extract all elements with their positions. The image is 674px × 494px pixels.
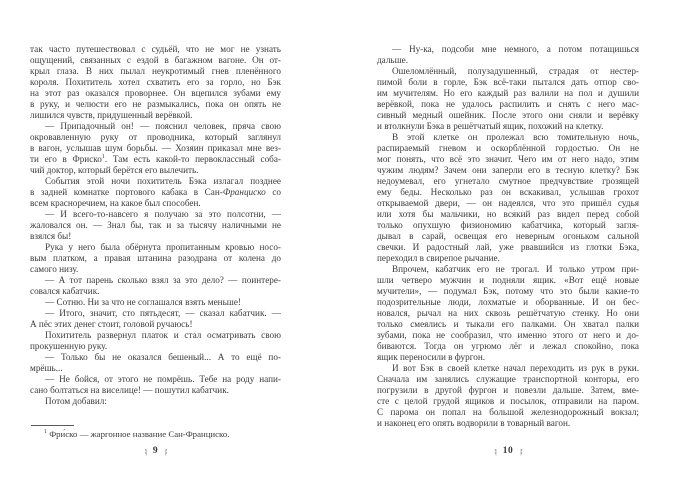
text-line bbox=[377, 88, 639, 99]
text-line bbox=[377, 352, 639, 363]
text-run: биваются. Тогда он угрюмо лёг и лежал спокойно, пока bbox=[377, 341, 639, 351]
text-run: крыл глаза. В них пылал неукротимый гнев пленённого bbox=[30, 66, 281, 76]
text-run: — Не бойся, от этого не помрёшь. Тебе на роду напи- bbox=[45, 374, 281, 384]
text-line bbox=[377, 396, 639, 407]
text-line bbox=[30, 154, 281, 165]
text-run: недоумевал, его угнетало смутное предчувствие грозящей bbox=[377, 176, 639, 186]
text-run: на этот раз оказался проворнее. Он вцепился зубами ему bbox=[30, 88, 281, 98]
text-line bbox=[377, 187, 639, 198]
footer-ornament-left-icon: ∶| bbox=[144, 446, 146, 456]
text-line bbox=[30, 77, 281, 88]
text-run: взялся бы! bbox=[30, 231, 72, 241]
text-run: в руку, и челюсти его не размыкались, пока он опять не bbox=[30, 99, 281, 109]
text-line bbox=[377, 308, 639, 319]
text-line bbox=[377, 198, 639, 209]
text-line bbox=[377, 418, 639, 429]
text-line bbox=[377, 132, 639, 143]
text-run: ти его в Фриско bbox=[30, 154, 102, 164]
text-run: в вагон, услышав шум борьбы. — Хозяин приказал мне вез- bbox=[30, 143, 281, 153]
text-run: переходил в свирепое рычание. bbox=[377, 253, 500, 263]
text-line bbox=[30, 55, 281, 66]
text-run: дальше. bbox=[377, 55, 409, 65]
text-line bbox=[30, 253, 281, 264]
text-run: сано болтаться на виселице! — пошутил кабатчик. bbox=[30, 385, 229, 395]
text-run: Впрочем, кабатчик его не трогал. И только утром при- bbox=[392, 264, 639, 274]
text-run: зубами, пока не сообразил, что именно этого от него и до- bbox=[377, 330, 639, 340]
text-run: лишился чувств, придушенный верёвкой. bbox=[30, 110, 193, 120]
text-run: Потом добавил: bbox=[45, 396, 107, 406]
text-run: так часто путешествовал с судьёй, что не мог не узнать bbox=[30, 44, 281, 54]
text-run: свечки. И радостный лай, уже рвавшийся из глотки Бэка, bbox=[377, 242, 639, 252]
text-line bbox=[377, 176, 639, 187]
text-run: — Сотню. Ни за что не соглашался взять меньше! bbox=[45, 297, 241, 307]
text-line bbox=[30, 121, 281, 132]
footer-ornament-left-icon: ∶| bbox=[494, 446, 496, 456]
text-line bbox=[30, 44, 281, 55]
text-run: — И всего-то-навсего я получаю за это полсотни, — bbox=[45, 209, 281, 219]
text-run: и втолкнули Бэка в решётчатый ящик, похожий на клетку. bbox=[377, 121, 604, 131]
page-number-right: 10 bbox=[502, 446, 514, 456]
text-run: жаловался он. — Знал бы, так и за тысячу наличными не bbox=[30, 220, 281, 230]
text-run: Рука у него была обёрнута пропитанным кровью носо- bbox=[45, 242, 281, 252]
text-line bbox=[30, 275, 281, 286]
text-line bbox=[377, 275, 639, 286]
text-run: вым платком, а правая штанина разодрана от колена до bbox=[30, 253, 281, 263]
text-line bbox=[377, 66, 639, 77]
text-line bbox=[377, 264, 639, 275]
text-line bbox=[377, 99, 639, 110]
page-footer-left bbox=[30, 446, 281, 456]
text-line bbox=[377, 286, 639, 297]
text-run: совался кабатчик. bbox=[30, 286, 100, 296]
text-line bbox=[30, 286, 281, 297]
text-run: Сначала им занялись служащие транспортной конторы, его bbox=[377, 374, 639, 384]
text-run: Франциско bbox=[222, 187, 266, 197]
text-line bbox=[377, 319, 639, 330]
text-run: — Ну-ка, подсоби мне немного, а потом потащишься bbox=[392, 44, 639, 54]
text-run: чий доктор, который берётся его вылечить. bbox=[30, 165, 199, 175]
page-left-text bbox=[30, 44, 281, 407]
text-run: короля. Похититель хотел схватить его за горло, но Бэк bbox=[30, 77, 281, 87]
text-line bbox=[377, 385, 639, 396]
text-run: им мучителям. Но его каждый раз валили на пол и душили bbox=[377, 88, 639, 98]
text-run: мучители», — подумал Бэк, потому что это были какие-то bbox=[377, 286, 639, 296]
footer-ornament-right-icon: |∶ bbox=[520, 446, 522, 456]
text-line bbox=[30, 330, 281, 341]
text-line bbox=[30, 308, 281, 319]
text-line bbox=[377, 330, 639, 341]
footnote-marker: 1 bbox=[44, 429, 47, 436]
text-line bbox=[30, 374, 281, 385]
text-run: Ошеломлённый, полузадушенный, страдая от нестер- bbox=[392, 66, 639, 76]
text-run: чужим людям? Зачем они заперли его в тесную клетку? Бэк bbox=[377, 165, 639, 175]
text-line bbox=[377, 341, 639, 352]
text-line bbox=[30, 110, 281, 121]
text-run: и наконец его опять водворили в товарный вагон. bbox=[377, 418, 571, 428]
text-line bbox=[377, 220, 639, 231]
text-line bbox=[377, 154, 639, 165]
text-line bbox=[377, 110, 639, 121]
page-number-left: 9 bbox=[152, 446, 159, 456]
text-run: — Итого, значит, сто пятьдесят, — сказал кабатчик. — bbox=[45, 308, 281, 318]
text-run: или хотя бы мальчики, но всякий раз видел перед собой bbox=[377, 209, 639, 219]
text-line bbox=[377, 253, 639, 264]
text-run: верёвкой, пока не удалось распилить и снять с него мас- bbox=[377, 99, 639, 109]
text-run: открываемой двери, — он надеялся, что это пришёл судья bbox=[377, 198, 639, 208]
text-run: новался, рычал на них сквозь решётчатую стенку. Но они bbox=[377, 308, 639, 318]
text-run: подозрительные люди, лохматые и оборванные. И он бес- bbox=[377, 297, 639, 307]
text-run: — Припадочный он! — пояснил человек, пряча свою bbox=[45, 121, 281, 131]
text-line bbox=[377, 242, 639, 253]
text-line bbox=[30, 66, 281, 77]
text-run: самого низу. bbox=[30, 264, 79, 274]
text-line bbox=[377, 165, 639, 176]
text-run: со bbox=[265, 187, 281, 197]
text-run: распираемый гневом и оскорблённой гордостью. Он не bbox=[377, 143, 639, 153]
text-line bbox=[30, 352, 281, 363]
text-run: ему беды. Несколько раз он вскакивал, услышав грохот bbox=[377, 187, 639, 197]
text-line bbox=[30, 132, 281, 143]
text-run: всем красноречием, на какое был способен. bbox=[30, 198, 201, 208]
text-line bbox=[30, 385, 281, 396]
text-run: только смеялись и тыкали его палками. Он хватал палки bbox=[377, 319, 639, 329]
text-run: в задней комнатке портового кабака в Сан- bbox=[30, 187, 223, 197]
text-run: И вот Бэк в своей клетке начал переходить из рук в руки. bbox=[392, 363, 639, 373]
text-line bbox=[30, 297, 281, 308]
text-run: В этой клетке он пролежал всю томительную ночь, bbox=[392, 132, 639, 142]
footnote-text bbox=[30, 429, 281, 440]
text-run: окровавленную руку от проводника, который заглянул bbox=[30, 132, 281, 142]
text-run: дывал в сарай, освещая его неверным огоньком сальной bbox=[377, 231, 639, 241]
text-run: ящик переносили в фургон. bbox=[377, 352, 486, 362]
text-line bbox=[30, 220, 281, 231]
footnote-body: Фри́ско — жаргонное название Сан-Франциско. bbox=[47, 429, 230, 439]
text-line bbox=[377, 374, 639, 385]
text-run: пимой боли в горле, Бэк всё-таки пытался дать отпор сво- bbox=[377, 77, 639, 87]
text-line bbox=[377, 121, 639, 132]
text-line bbox=[30, 99, 281, 110]
text-run: . Там есть какой-то первоклассный соба- bbox=[104, 154, 281, 164]
text-line bbox=[30, 88, 281, 99]
text-run: мог понять, что всё это значит. Чего им от него надо, этим bbox=[377, 154, 639, 164]
footnote-rule bbox=[31, 425, 74, 426]
text-run: сте с целой грудой ящиков и посылок, отправили на паром. bbox=[377, 396, 639, 406]
text-run: — Только бы не оказался бешеный... А то ещё по- bbox=[45, 352, 281, 362]
text-line bbox=[377, 77, 639, 88]
text-line bbox=[377, 143, 639, 154]
text-line bbox=[30, 396, 281, 407]
text-run: А пёс этих денег стоит, головой ручаюсь! bbox=[30, 319, 193, 329]
footer-ornament-right-icon: |∶ bbox=[165, 446, 167, 456]
text-line bbox=[30, 187, 281, 198]
text-run: прокушенную руку. bbox=[30, 341, 108, 351]
text-run: мрёшь... bbox=[30, 363, 63, 373]
text-line bbox=[30, 143, 281, 154]
text-line bbox=[30, 198, 281, 209]
text-line bbox=[30, 209, 281, 220]
text-line bbox=[30, 363, 281, 374]
text-run: только опухшую физиономию кабатчика, который загля- bbox=[377, 220, 639, 230]
text-run: Похититель развернул платок и стал осматривать свою bbox=[45, 330, 281, 340]
text-run: погрузили в другой фургон и повезли дальше. Затем, вме- bbox=[377, 385, 639, 395]
page-footer-right bbox=[377, 446, 639, 456]
text-run: События этой ночи похититель Бэка излагал позднее bbox=[45, 176, 281, 186]
page-right-text bbox=[377, 44, 639, 429]
text-line bbox=[30, 165, 281, 176]
text-run: сивный медный ошейник. После этого они сняли и верёвку bbox=[377, 110, 639, 120]
text-line bbox=[377, 363, 639, 374]
footnote-reference: 1 bbox=[101, 154, 105, 160]
text-run: — А тот парень сколько взял за это дело? — поинтере- bbox=[45, 275, 281, 285]
text-line bbox=[30, 341, 281, 352]
text-run: шли четверо мужчин и подняли ящик. «Вот ещё новые bbox=[377, 275, 639, 285]
text-line bbox=[30, 264, 281, 275]
text-run: С парома он попал на большой железнодорожный вокзал; bbox=[377, 407, 639, 417]
text-line bbox=[30, 176, 281, 187]
text-line bbox=[30, 231, 281, 242]
text-line bbox=[377, 231, 639, 242]
text-line bbox=[30, 242, 281, 253]
text-line bbox=[377, 407, 639, 418]
text-run: ощущений, связанных с ездой в багажном вагоне. Он от- bbox=[30, 55, 281, 65]
text-line bbox=[377, 297, 639, 308]
text-line bbox=[377, 55, 639, 66]
text-line bbox=[30, 319, 281, 330]
footnote bbox=[30, 425, 281, 440]
text-line bbox=[377, 44, 639, 55]
text-line bbox=[377, 209, 639, 220]
